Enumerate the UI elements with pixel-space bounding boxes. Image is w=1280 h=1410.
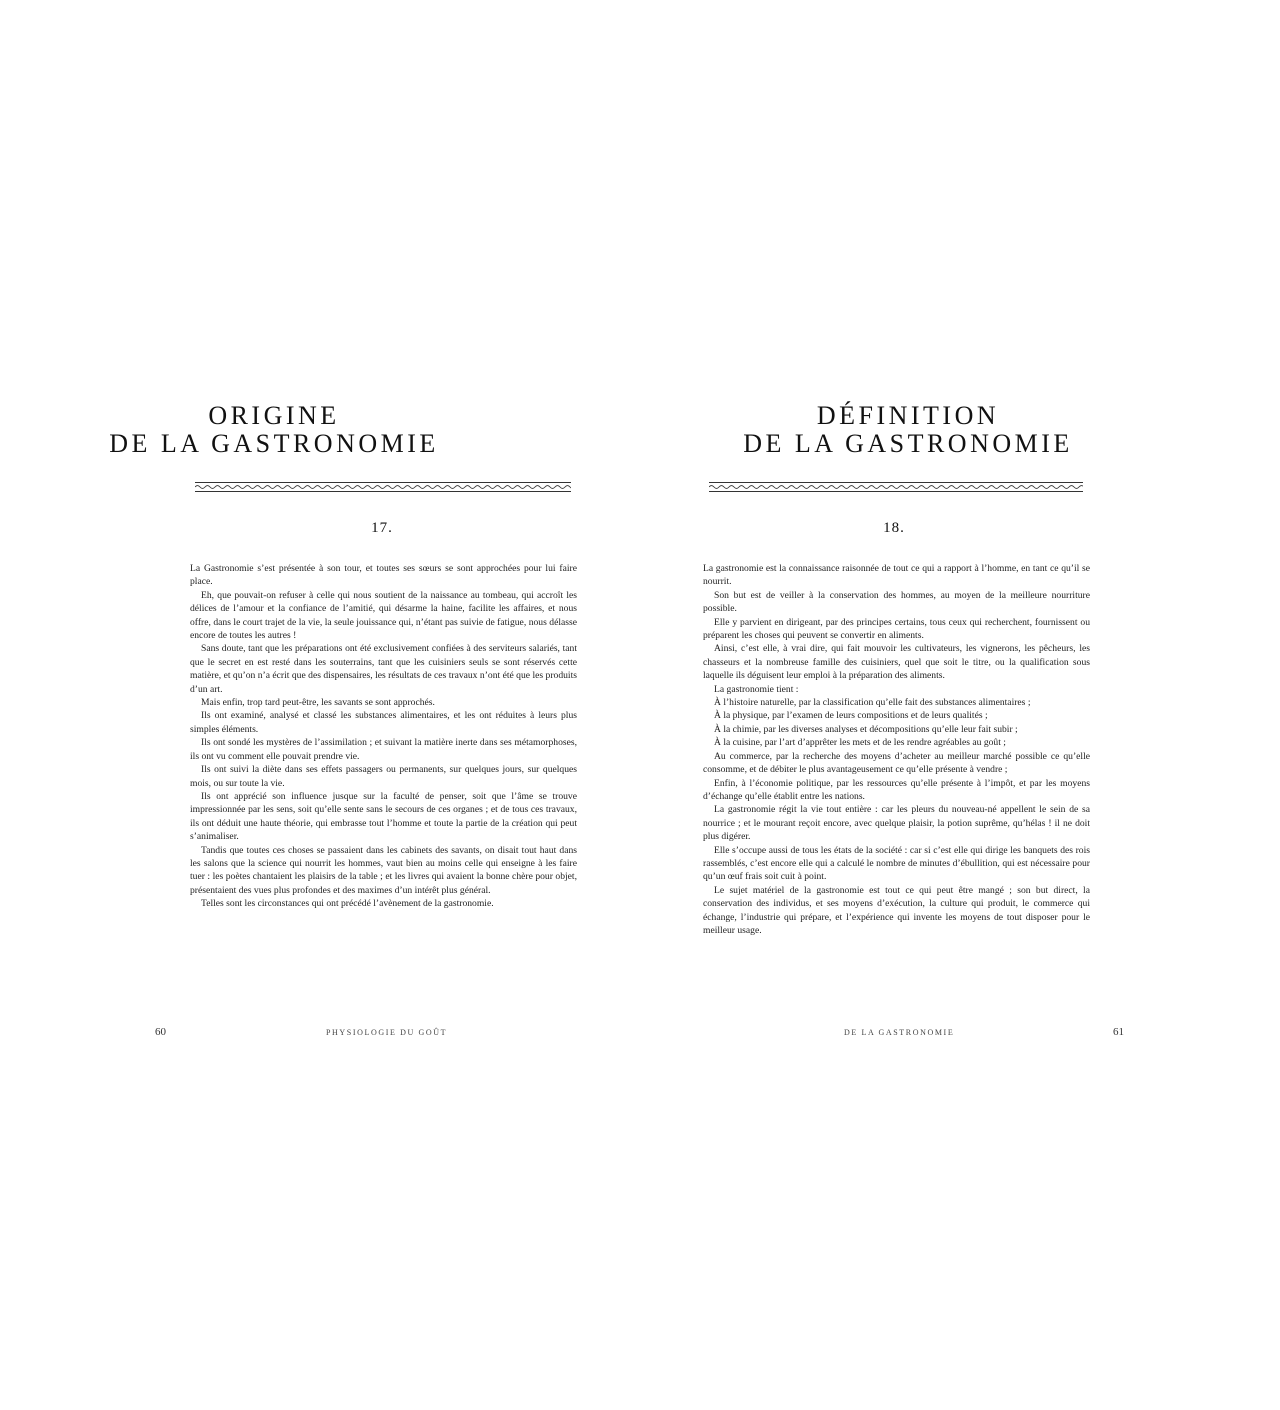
- paragraph: À la chimie, par les diverses analyses et décompositions qu’elle leur fait subir ;: [714, 723, 1018, 735]
- chapter-title-line-2: DE LA GASTRONOMIE: [109, 429, 439, 458]
- paragraph: La gastronomie tient :: [714, 683, 799, 695]
- right-page: [640, 0, 1280, 1410]
- section-number: 18.: [883, 520, 905, 536]
- body-text: [190, 562, 577, 911]
- paragraph: Le sujet matériel de la gastronomie est tout ce qui peut être mangé ; son but direct, la conservation des individus, et ses moyens d’exécution, la culture qui produit, le commerce qui échange, l’industrie qui prépare, et l’expérience qui invente les moyens de tout disposer pour le meilleur usage.: [703, 884, 1090, 936]
- paragraph: Mais enfin, trop tard peut-être, les savants se sont approchés.: [201, 697, 435, 709]
- wave-rule-ornament: [195, 481, 571, 493]
- paragraph: Sans doute, tant que les préparations ont été exclusivement confiées à des serviteurs salariés, tant que le secret en est resté dans les souterrains, tant que les cuisiniers seuls se sont réservés cette matière, et qu’on n’a écrit que des dispensaires, les résultats de ces travaux n’ont été que les produits d’un art.: [190, 643, 577, 695]
- page-number: 61: [1113, 1026, 1124, 1038]
- paragraph: Ils ont examiné, analysé et classé les substances alimentaires, et les ont réduites à leurs plus simples éléments.: [190, 710, 577, 735]
- paragraph: À la physique, par l’examen de leurs compositions et de leurs qualités ;: [714, 710, 988, 722]
- paragraph: Eh, que pouvait-on refuser à celle qui nous soutient de la naissance au tombeau, qui accroît les délices de l’amour et la confiance de l’amitié, qui désarme la haine, facilite les affaires, et nous offre, dans le court trajet de la vie, la seule jouissance qui, n’étant pas suivie de fatigue, nous délasse encore de toutes les autres !: [190, 589, 577, 642]
- paragraph: Ainsi, c’est elle, à vrai dire, qui fait mouvoir les cultivateurs, les vignerons, les pêcheurs, les chasseurs et la nombreuse famille des cuisiniers, quel que soit le titre, ou la qualification sous laquelle ils déguisent leur emploi à la préparation des aliments.: [703, 643, 1090, 682]
- chapter-title: [44, 402, 504, 458]
- running-head: PHYSIOLOGIE DU GOÛT: [326, 1028, 448, 1037]
- page-number: 60: [155, 1026, 166, 1038]
- running-head: DE LA GASTRONOMIE: [844, 1028, 955, 1037]
- chapter-title: [678, 402, 1138, 458]
- paragraph: Enfin, à l’économie politique, par les ressources qu’elle présente à l’impôt, et par les moyens d’échange qu’elle établit entre les nations.: [703, 777, 1090, 802]
- paragraph: Elle s’occupe aussi de tous les états de la société : car si c’est elle qui dirige les banquets des rois rassemblés, c’est encore elle qui a calculé le nombre de minutes d’ébullition, qui est nécessaire pour qu’un œuf frais soit cuit à point.: [703, 844, 1090, 883]
- paragraph: La gastronomie régit la vie tout entière : car les pleurs du nouveau-né appellent le sein de sa nourrice ; et le mourant reçoit encore, avec quelque plaisir, la potion suprême, qu’hélas ! il ne doit plus digérer.: [703, 804, 1090, 843]
- paragraph: À l’histoire naturelle, par la classification qu’elle fait des substances alimentaires ;: [714, 697, 1031, 709]
- paragraph: Au commerce, par la recherche des moyens d’acheter au meilleur marché possible ce qu’elle consomme, et de débiter le plus avantageusement ce qu’elle présente à vendre ;: [703, 750, 1090, 776]
- paragraph: Ils ont suivi la diète dans ses effets passagers ou permanents, sur quelques jours, sur quelques mois, ou sur toute la vie.: [190, 764, 577, 789]
- chapter-title-line-1: ORIGINE: [208, 401, 340, 430]
- paragraph: Telles sont les circonstances qui ont précédé l’avènement de la gastronomie.: [201, 898, 494, 910]
- paragraph: Ils ont apprécié son influence jusque sur la faculté de penser, soit que l’âme se trouve impressionnée par les sens, soit qu’elle sente sans le secours de ces organes ; et de tous ces travaux, ils ont déduit une haute théorie, qui embrasse tout l’homme et toute la partie de la création qui peut s’animaliser.: [190, 790, 577, 843]
- paragraph: Tandis que toutes ces choses se passaient dans les cabinets des savants, on disait tout haut dans les salons que la science qui nourrit les hommes, vaut bien au moins celle qui enseigne à les faire tuer : les poètes chantaient les plaisirs de la table ; et les livres qui avaient la bonne chère pour objet, présentaient des vues plus profondes et des maximes d’un intérêt plus général.: [190, 844, 577, 896]
- paragraph: Son but est de veiller à la conservation des hommes, au moyen de la meilleure nourriture possible.: [703, 589, 1090, 615]
- paragraph: Elle y parvient en dirigeant, par des principes certains, tous ceux qui recherchent, fournissent ou préparent les choses qui peuvent se convertir en aliments.: [703, 616, 1090, 642]
- paragraph: La gastronomie est la connaissance raisonnée de tout ce qui a rapport à l’homme, en tant ce qu’il se nourrit.: [703, 563, 1090, 588]
- paragraph: Ils ont sondé les mystères de l’assimilation ; et suivant la matière inerte dans ses métamorphoses, ils ont vu comment elle pouvait prendre vie.: [190, 737, 577, 762]
- body-text: [703, 562, 1090, 937]
- chapter-title-line-2: DE LA GASTRONOMIE: [743, 429, 1073, 458]
- paragraph: À la cuisine, par l’art d’apprêter les mets et de les rendre agréables au goût ;: [714, 737, 1006, 749]
- chapter-title-line-1: DÉFINITION: [816, 401, 1000, 430]
- paragraph: La Gastronomie s’est présentée à son tour, et toutes ses sœurs se sont approchées pour lui faire place.: [190, 563, 577, 588]
- section-number: 17.: [371, 520, 393, 536]
- wave-rule-ornament: [709, 481, 1083, 493]
